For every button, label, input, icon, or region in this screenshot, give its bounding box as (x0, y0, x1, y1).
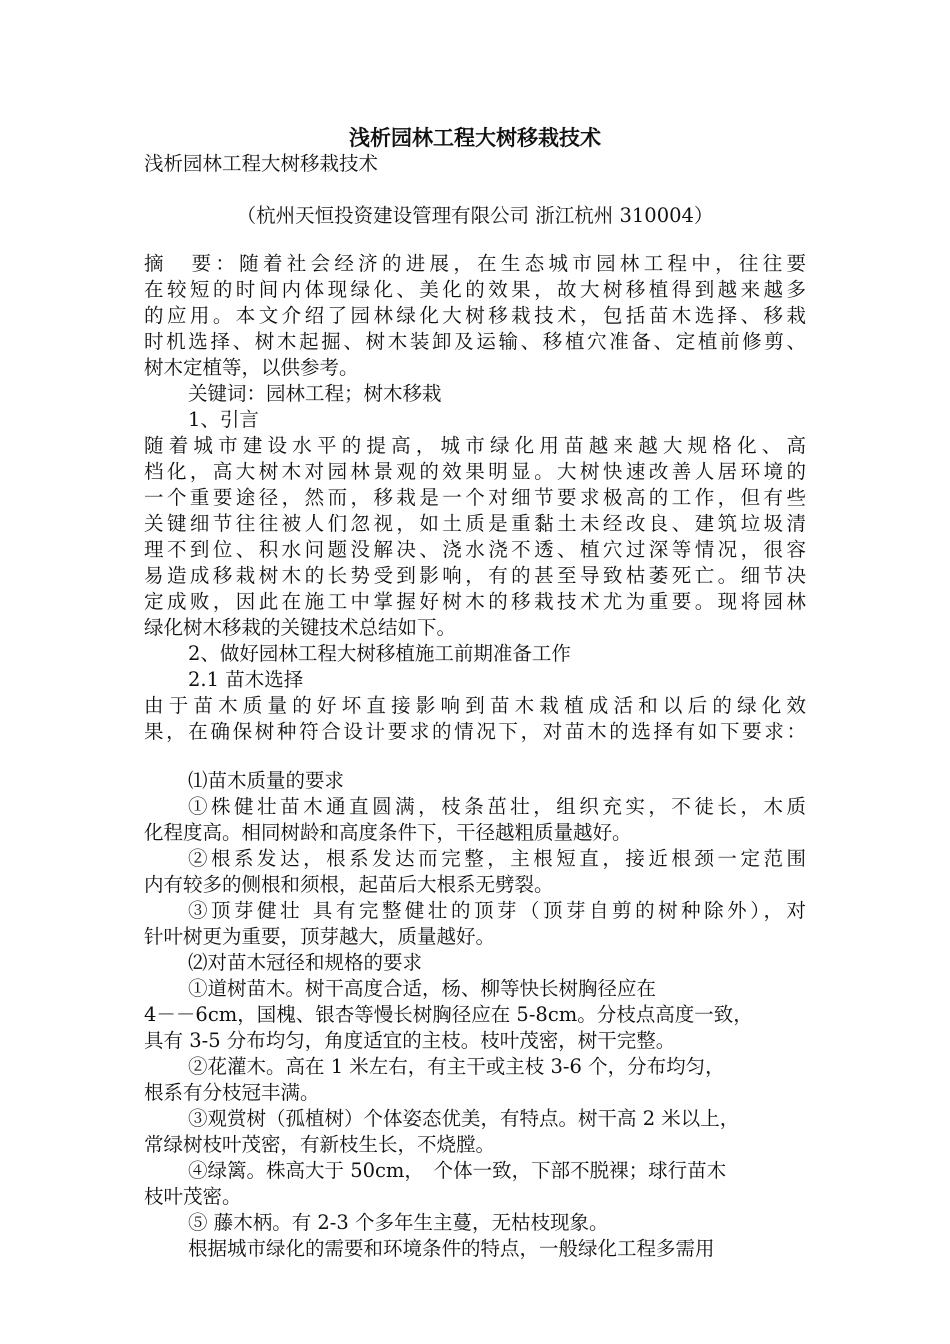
list-item: ③顶芽健壮 具有完整健壮的顶芽（顶芽自剪的树种除外），对 (188, 899, 806, 922)
subsection-heading: 2.1 苗木选择 (188, 668, 304, 691)
list-item: 针叶树更为重要，顶芽越大，质量越好。 (144, 925, 496, 948)
paragraph-line: 关键细节往往被人们忽视，如土质是重黏土未经改良、建筑垃圾清 (144, 512, 806, 535)
list-item: 4－－6cm，国槐、银杏等慢长树胸径应在 5-8cm。分枝点高度一致， (144, 1003, 753, 1026)
list-item: ②花灌木。高在 1 米左右，有主干或主枝 3-6 个，分布均匀， (188, 1055, 725, 1078)
paragraph-line: 易造成移栽树木的长势受到影响，有的甚至导致枯萎死亡。细节决 (144, 564, 806, 587)
paragraph-line: 根据城市绿化的需要和环境条件的特点，一般绿化工程多需用 (188, 1237, 715, 1260)
abstract-line: 时机选择、树木起掘、树木装卸及运输、移植穴准备、定植前修剪、 (144, 330, 806, 353)
list-item: 化程度高。相同树龄和高度条件下，干径越粗质量越好。 (144, 821, 632, 844)
list-item: 常绿树枝叶茂密，有新枝生长，不烧膛。 (144, 1133, 496, 1156)
abstract-line: 摘 要：随着社会经济的进展，在生态城市园林工程中，往往要 (144, 252, 806, 275)
keywords: 关键词：园林工程；树木移栽 (188, 382, 442, 405)
list-item: 具有 3-5 分布均匀，角度适宜的主枝。枝叶茂密，树干完整。 (144, 1029, 676, 1052)
paragraph-line: 档化，高大树木对园林景观的效果明显。大树快速改善人居环境的 (144, 460, 806, 483)
list-item: ⑤ 藤木柄。有 2-3 个多年生主蔓，无枯枝现象。 (188, 1211, 609, 1234)
list-item: ②根系发达，根系发达而完整，主根短直，接近根颈一定范围 (188, 847, 806, 870)
list-item: ①株健壮苗木通直圆满，枝条茁壮，组织充实，不徒长，木质 (188, 795, 806, 818)
list-item: ③观赏树（孤植树）个体姿态优美，有特点。树干高 2 米以上， (188, 1107, 740, 1130)
abstract-line: 在较短的时间内体现绿化、美化的效果，故大树移植得到越来越多 (144, 278, 806, 301)
list-item: 枝叶茂密。 (144, 1185, 242, 1208)
paragraph-line: 理不到位、积水问题没解决、浇水浇不透、植穴过深等情况，很容 (144, 538, 806, 561)
abstract-line: 的应用。本文介绍了园林绿化大树移栽技术，包括苗木选择、移栽 (144, 304, 806, 327)
abstract-line: 树木定植等，以供参考。 (144, 356, 359, 379)
list-heading: ⑵对苗木冠径和规格的要求 (188, 951, 423, 974)
paragraph-line: 定成败，因此在施工中掌握好树木的移栽技术尤为重要。现将园林 (144, 590, 806, 613)
paragraph-line: 随着城市建设水平的提高，城市绿化用苗越来越大规格化、高 (144, 434, 806, 457)
paragraph-line: 果，在确保树种符合设计要求的情况下，对苗木的选择有如下要求： (144, 720, 806, 743)
document-subtitle: 浅析园林工程大树移栽技术 (144, 152, 379, 175)
list-item: 根系有分枝冠丰满。 (144, 1081, 320, 1104)
section-heading: 2、做好园林工程大树移植施工前期准备工作 (188, 642, 571, 665)
author-affiliation: （杭州天恒投资建设管理有限公司 浙江杭州 310004） (236, 204, 714, 227)
paragraph-line: 由于苗木质量的好坏直接影响到苗木栽植成活和以后的绿化效 (144, 694, 806, 717)
paragraph-line: 一个重要途径，然而，移栽是一个对细节要求极高的工作，但有些 (144, 486, 806, 509)
list-heading: ⑴苗木质量的要求 (188, 769, 345, 792)
paragraph-line: 绿化树木移栽的关键技术总结如下。 (144, 616, 457, 639)
section-heading: 1、引言 (188, 408, 259, 431)
list-item: 内有较多的侧根和须根，起苗后大根系无劈裂。 (144, 873, 554, 896)
list-item: ④绿篱。株高大于 50cm， 个体一致，下部不脱裸；球行苗木 (188, 1159, 727, 1182)
document-title: 浅析园林工程大树移栽技术 (349, 126, 601, 150)
list-item: ①道树苗木。树干高度合适，杨、柳等快长树胸径应在 (188, 977, 657, 1000)
